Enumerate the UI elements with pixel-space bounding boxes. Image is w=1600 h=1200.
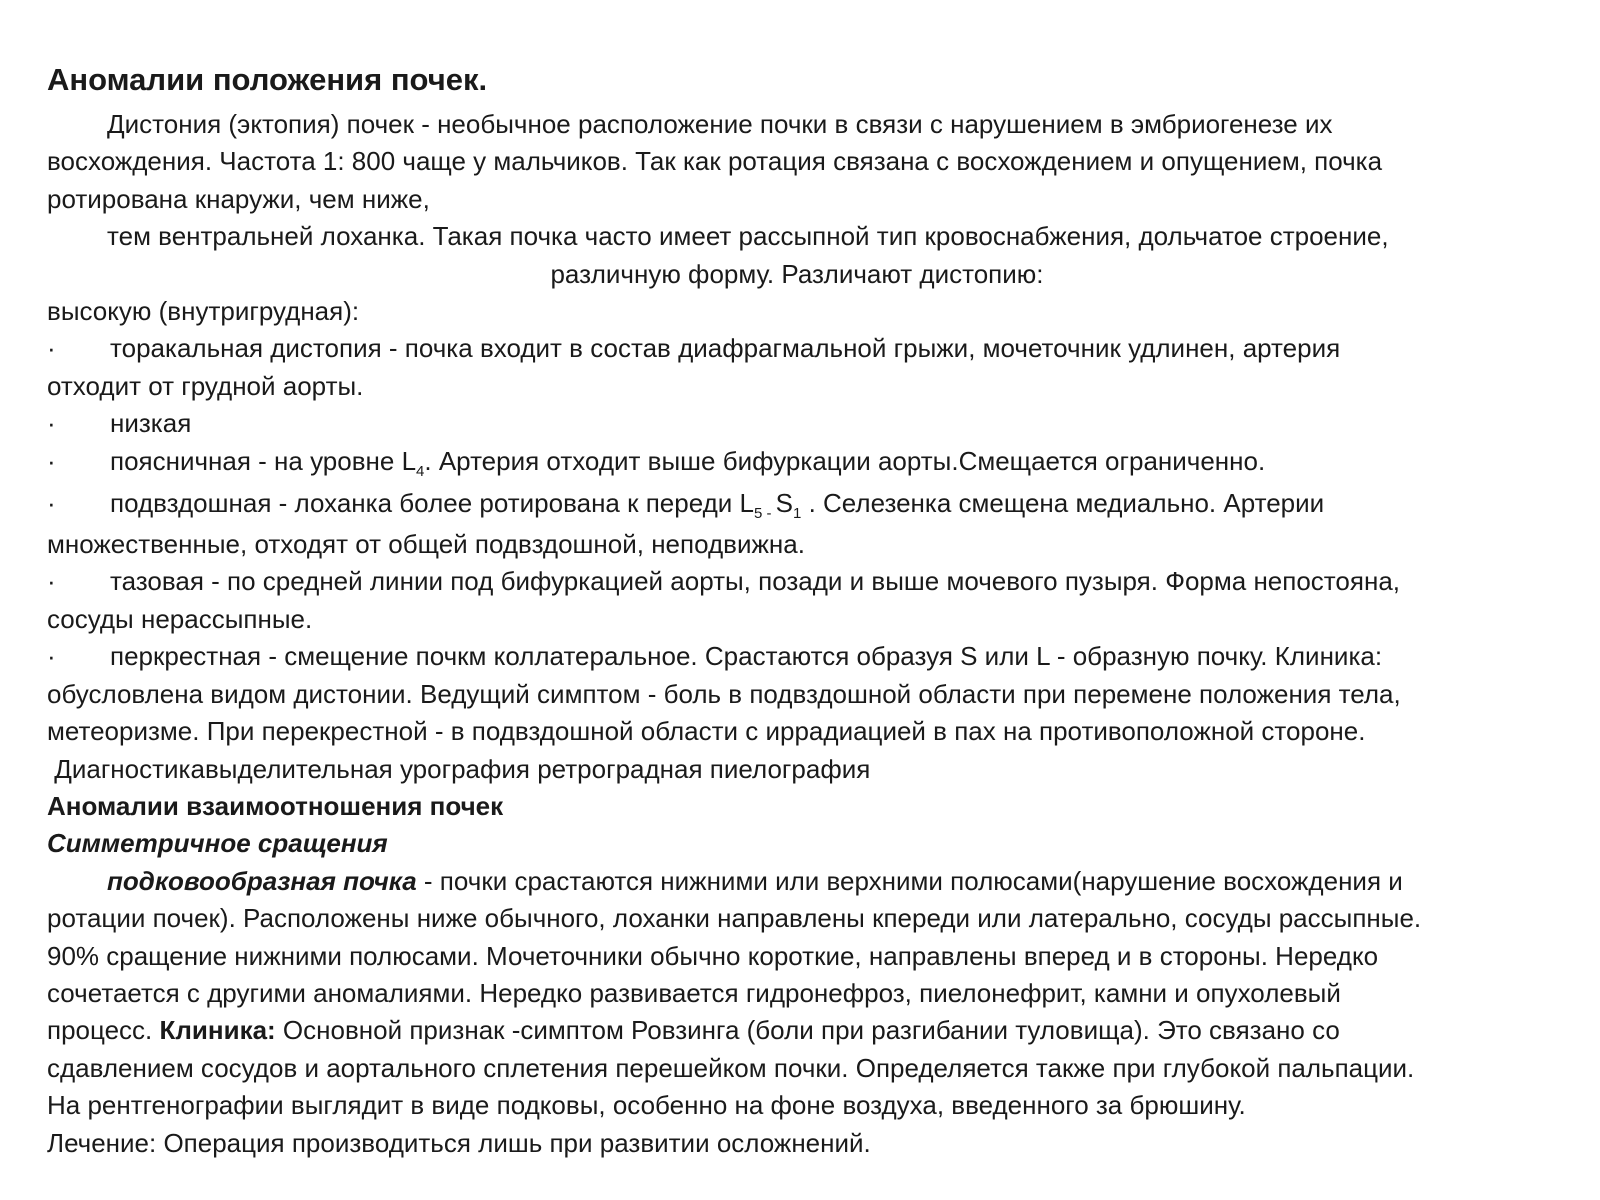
list-item-crossed [47, 638, 1567, 675]
bullet-mark: · [47, 641, 56, 672]
pelvic-text: тазовая - по средней линии под бифуркацией аорты, позади и выше мочевого пузыря. Форма непостояна, [110, 566, 1400, 597]
para1-line3: ротирована кнаружи, чем ниже, [47, 183, 430, 214]
horseshoe-line5-a: процесс. [47, 1015, 160, 1046]
list-item-low [47, 405, 1567, 442]
section2-title: Аномалии взаимоотношения почек [47, 790, 504, 821]
pelvic-continuation: сосуды нерассыпные. [47, 603, 313, 634]
page-title: Аномалии положения почек. [47, 62, 488, 97]
horseshoe-term: подковообразная почка [107, 865, 417, 896]
thoracic-continuation: отходит от грудной аорты. [47, 370, 364, 401]
list-item-iliac [47, 483, 1567, 523]
horseshoe-line5 [47, 1012, 1567, 1049]
horseshoe-line1 [47, 863, 1567, 900]
treatment-line: Лечение: Операция производиться лишь при развитии осложнений. [47, 1127, 871, 1158]
para1-line1: Дистония (эктопия) почек - необычное расположение почки в связи с нарушением в эмбриогенезе их [107, 109, 1333, 139]
thoracic-text: торакальная дистопия - почка входит в состав диафрагмальной грыжи, мочеточник удлинен, артерия [110, 333, 1341, 364]
lumbar-text-b: . Артерия отходит выше бифуркации аорты.Смещается ограниченно. [424, 445, 1266, 476]
iliac-subscript-2: 1 [793, 505, 802, 523]
horseshoe-line7: На рентгенографии выглядит в виде подковы, особенно на фоне воздуха, введенного за брюшину. [47, 1090, 1246, 1121]
diagnostics-line: Диагностикавыделительная урография ретроградная пиелография [47, 753, 871, 784]
iliac-subscript-1: 5 - [753, 505, 776, 523]
para1-line5: различную форму. Различают дистопию: [550, 258, 1044, 289]
bullet-mark: · [47, 566, 56, 597]
horseshoe-line5-b: Основной признак -симптом Ровзинга (боли при разгибании туловища). Это связано со [275, 1015, 1340, 1046]
horseshoe-line2: ротации почек). Расположены ниже обычного, лоханки направлены кпереди или латерально, сосуды рассыпные. [47, 903, 1422, 934]
list-item-pelvic [47, 563, 1567, 600]
iliac-text-a: подвздошная - лоханка более ротирована к переди L [110, 488, 754, 519]
lumbar-text-a: поясничная - на уровне L [110, 445, 417, 476]
lumbar-subscript: 4 [416, 462, 425, 480]
iliac-text-b: . Селезенка смещена медиально. Артерии [801, 488, 1325, 519]
list-item-thoracic [47, 330, 1567, 367]
crossed-continuation-1: обусловлена видом дистонии. Ведущий симптом - боль в подвздошной области при перемене положения тела, [47, 678, 1401, 709]
horseshoe-line6: сдавлением сосудов и аортального сплетения перешейком почки. Определяется также при глубокой пальпации. [47, 1052, 1415, 1083]
section2-subtitle: Симметричное сращения [47, 828, 388, 859]
horseshoe-line3: 90% сращение нижними полюсами. Мочеточники обычно короткие, направлены вперед и в стороны. Нередко [47, 940, 1379, 971]
horseshoe-line1-rest: - почки срастаются нижними или верхними полюсами(нарушение восхождения и [416, 865, 1403, 896]
document-page [47, 56, 1567, 1162]
list-item-lumbar [47, 443, 1567, 480]
horseshoe-line4: сочетается с другими аномалиями. Нередко развивается гидронефроз, пиелонефрит, камни и опухолевый [47, 977, 1341, 1008]
bullet-mark: · [47, 408, 56, 439]
bullet-mark: · [47, 488, 56, 519]
crossed-continuation-2: метеоризме. При перекрестной - в подвздошной области с иррадиацией в пах на противоположной стороне. [47, 716, 1366, 747]
iliac-continuation: множественные, отходят от общей подвздошной, неподвижна. [47, 529, 805, 560]
iliac-text-mid: S [775, 488, 794, 519]
crossed-text: перкрестная - смещение почкм коллатеральное. Срастаются образуя S или L - образную почку. Клиника: [110, 641, 1383, 672]
clinic-label: Клиника: [159, 1015, 276, 1046]
low-text: низкая [110, 408, 192, 439]
bullet-mark: · [47, 445, 56, 476]
para1-line4: тем вентральней лоханка. Такая почка часто имеет рассыпной тип кровоснабжения, дольчатое строение, [107, 221, 1389, 252]
para1-line2: восхождения. Частота 1: 800 чаще у мальчиков. Так как ротация связана с восхождением и опущением, почка [47, 146, 1383, 177]
bullet-mark: · [47, 333, 56, 364]
high-dystopia-label: высокую (внутригрудная): [47, 296, 360, 327]
